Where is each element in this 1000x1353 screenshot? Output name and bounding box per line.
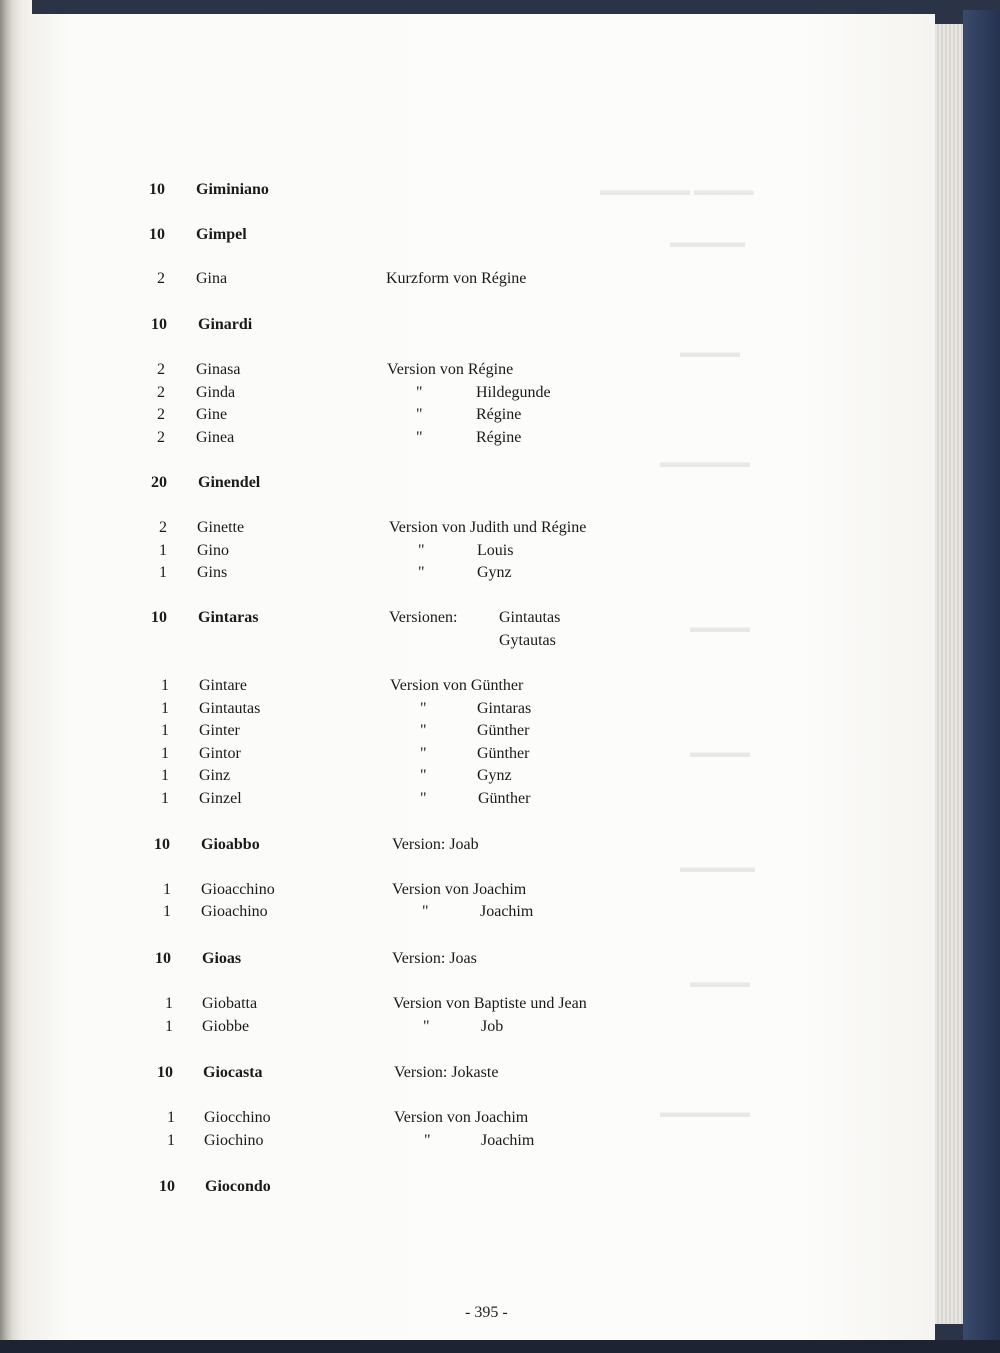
entry-number: 10	[151, 316, 167, 333]
entry-number: 2	[157, 361, 165, 378]
book-gutter	[0, 0, 32, 1353]
entry-name: Ginasa	[196, 361, 241, 378]
entry-description: Version: Joab	[392, 836, 479, 853]
entry-name: Giocasta	[203, 1064, 263, 1081]
entry-number: 10	[157, 1064, 173, 1081]
entry-number: 1	[165, 1018, 173, 1035]
entry-name: Ginendel	[198, 474, 261, 491]
entry-description: Version von Joachim	[394, 1109, 529, 1126]
entry-reference: Job	[481, 1018, 504, 1035]
entry-reference: Gynz	[477, 564, 512, 581]
entry-number: 2	[157, 384, 165, 401]
entry-name: Gintare	[199, 677, 247, 694]
entry-name: Gioabbo	[201, 836, 260, 853]
show-through-text: ▬▬▬▬ ▬▬▬▬▬▬	[600, 183, 754, 199]
page-number: - 395 -	[465, 1304, 508, 1321]
entry-number: 10	[155, 950, 171, 967]
entry-name: Gina	[196, 270, 228, 287]
ditto-mark: "	[416, 429, 423, 446]
ditto-mark: "	[420, 745, 427, 762]
ditto-mark: "	[416, 384, 423, 401]
entry-description: Version von Régine	[387, 361, 514, 378]
entry-description: Version von Judith und Régine	[389, 519, 587, 536]
page-edges	[935, 24, 965, 1324]
entry-reference: Régine	[476, 406, 522, 423]
ditto-mark: "	[416, 406, 423, 423]
entry-name: Giobbe	[202, 1018, 250, 1035]
entry-reference: Joachim	[480, 903, 534, 920]
show-through-text: ▬▬▬▬▬	[680, 860, 755, 876]
entry-name: Giochino	[204, 1132, 264, 1149]
entry-number: 1	[159, 564, 167, 581]
entry-reference: Gytautas	[499, 632, 556, 649]
entry-name: Gins	[197, 564, 228, 581]
entry-name: Gioas	[202, 950, 242, 967]
entry-reference: Louis	[477, 542, 514, 559]
entry-number: 1	[161, 677, 169, 694]
book-cover-edge	[963, 10, 1000, 1353]
entry-name: Giobatta	[202, 995, 258, 1012]
entry-number: 10	[151, 609, 167, 626]
entry-description: Version von Joachim	[392, 881, 527, 898]
entry-reference: Hildegunde	[476, 384, 551, 401]
entry-number: 1	[165, 995, 173, 1012]
show-through-text: ▬▬▬▬▬	[670, 235, 745, 251]
entry-number: 1	[163, 903, 171, 920]
entry-name: Gioacchino	[201, 881, 275, 898]
entry-name: Ginz	[199, 767, 231, 784]
entry-number: 1	[161, 745, 169, 762]
entry-description: Version von Günther	[390, 677, 524, 694]
ditto-mark: "	[418, 564, 425, 581]
entry-reference: Gintaras	[477, 700, 532, 717]
ditto-mark: "	[422, 903, 429, 920]
entry-name: Ginter	[199, 722, 240, 739]
show-through-text: ▬▬▬▬	[690, 745, 750, 761]
entry-description: Version von Baptiste und Jean	[393, 995, 587, 1012]
show-through-text: ▬▬▬▬▬▬	[660, 1105, 750, 1121]
entry-name: Ginette	[197, 519, 245, 536]
entry-number: 10	[159, 1178, 175, 1195]
entry-number: 1	[161, 722, 169, 739]
entry-number: 2	[157, 270, 165, 287]
entry-description: Kurzform von Régine	[386, 270, 527, 287]
entry-reference: Günther	[477, 745, 530, 762]
entry-number: 20	[151, 474, 167, 491]
entry-name: Giminiano	[196, 181, 269, 198]
entry-description: Version: Joas	[392, 950, 477, 967]
entry-number: 1	[161, 790, 169, 807]
entry-reference: Gintautas	[499, 609, 561, 626]
ditto-mark: "	[420, 722, 427, 739]
entry-name: Ginzel	[199, 790, 242, 807]
show-through-text: ▬▬▬▬	[690, 620, 750, 636]
entry-name: Gimpel	[196, 226, 247, 243]
entry-name: Ginea	[196, 429, 235, 446]
entry-description: Version: Jokaste	[394, 1064, 499, 1081]
entry-name: Ginardi	[198, 316, 253, 333]
entry-number: 2	[157, 429, 165, 446]
entry-reference: Régine	[476, 429, 522, 446]
entry-name: Gintautas	[199, 700, 261, 717]
entry-name: Ginda	[196, 384, 236, 401]
entry-number: 1	[161, 767, 169, 784]
ditto-mark: "	[418, 542, 425, 559]
ditto-mark: "	[423, 1018, 430, 1035]
entry-number: 10	[154, 836, 170, 853]
entry-number: 10	[149, 181, 165, 198]
entry-reference: Gynz	[477, 767, 512, 784]
ditto-mark: "	[424, 1132, 431, 1149]
entry-name: Gine	[196, 406, 228, 423]
entry-number: 1	[159, 542, 167, 559]
entry-description: Versionen:	[389, 609, 458, 626]
entry-name: Gino	[197, 542, 229, 559]
show-through-text: ▬▬▬▬	[680, 345, 740, 361]
show-through-text: ▬▬▬▬	[690, 975, 750, 991]
entry-name: Gintor	[199, 745, 241, 762]
entry-name: Giocchino	[204, 1109, 271, 1126]
entry-name: Gintaras	[198, 609, 259, 626]
entry-number: 1	[161, 700, 169, 717]
entry-number: 1	[167, 1132, 175, 1149]
ditto-mark: "	[420, 700, 427, 717]
ditto-mark: "	[420, 767, 427, 784]
entry-number: 2	[159, 519, 167, 536]
entry-number: 1	[167, 1109, 175, 1126]
ditto-mark: "	[420, 790, 427, 807]
entry-reference: Joachim	[481, 1132, 535, 1149]
entry-name: Gioachino	[201, 903, 268, 920]
entry-reference: Günther	[477, 722, 530, 739]
entry-number: 2	[157, 406, 165, 423]
entry-number: 10	[149, 226, 165, 243]
entry-name: Giocondo	[205, 1178, 271, 1195]
entry-reference: Günther	[478, 790, 531, 807]
background-edge	[0, 1340, 1000, 1353]
show-through-text: ▬▬▬▬▬▬	[660, 455, 750, 471]
entry-number: 1	[163, 881, 171, 898]
